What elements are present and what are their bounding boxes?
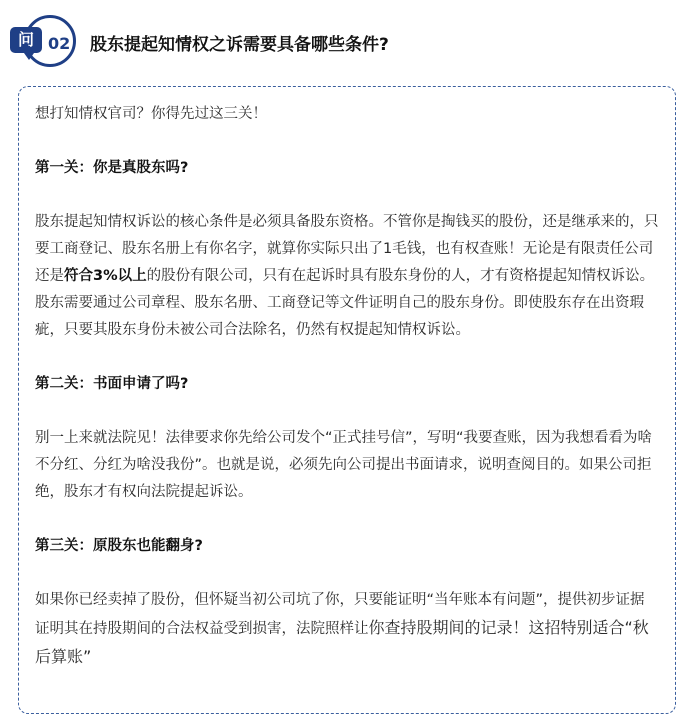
section-text-3a: 如果你已经卖掉了股份，但怀疑当初公司坑了你，只要能证明“当年账本有问题”，提供初步证据证明其在持股期间的合法权益受到损害，法院照样让 [35, 592, 645, 637]
section-paragraph-2: 别一上来就法院见！法律要求你先给公司发个“正式挂号信”，写明“我要查账，因为我想看看为啥不分红、分红为啥没我份”。也就是说，必须先向公司提出书面请求，说明查阅目的。如果公司拒绝，股东才有权向法院提起诉讼。 [35, 430, 653, 500]
section-heading-1: 第一关：你是真股东吗? [35, 160, 189, 176]
speech-bubble-tail-icon [24, 53, 34, 60]
question-title: 股东提起知情权之诉需要具备哪些条件? [90, 35, 389, 55]
section-paragraph-3 [35, 587, 659, 672]
section-text-1b: 的股份有限公司，只有在起诉时具有股东身份的人，才有资格提起知情权诉讼。股东需要通过公司章程、股东名册、工商登记等文件证明自己的股东身份。即使股东存在出资瑕疵，只要其股东身份未被公司合法除名，仍然有权提起知情权诉讼。 [35, 268, 655, 338]
question-header [0, 0, 690, 82]
question-tag: 问 [10, 27, 42, 53]
emphasis-text: 符合3%以上 [64, 268, 147, 284]
section-text-3b: 你查持股期间的记录！这招特别适合“秋后算账” [35, 618, 649, 666]
section-heading-2: 第二关：书面申请了吗? [35, 376, 189, 392]
section-heading-3: 第三关：原股东也能翻身? [35, 538, 203, 554]
section-paragraph-1 [35, 209, 659, 344]
answer-card [18, 86, 676, 714]
question-number: 02 [48, 34, 71, 53]
intro-text: 想打知情权官司？你得先过这三关！ [35, 106, 267, 122]
section-text-1a: 股东提起知情权诉讼的核心条件是必须具备股东资格。不管你是掏钱买的股份，还是继承来的，只要工商登记、股东名册上有你名字，就算你实际只出了1毛钱，也有权查账！无论是有限责任公司还是 [35, 214, 659, 284]
